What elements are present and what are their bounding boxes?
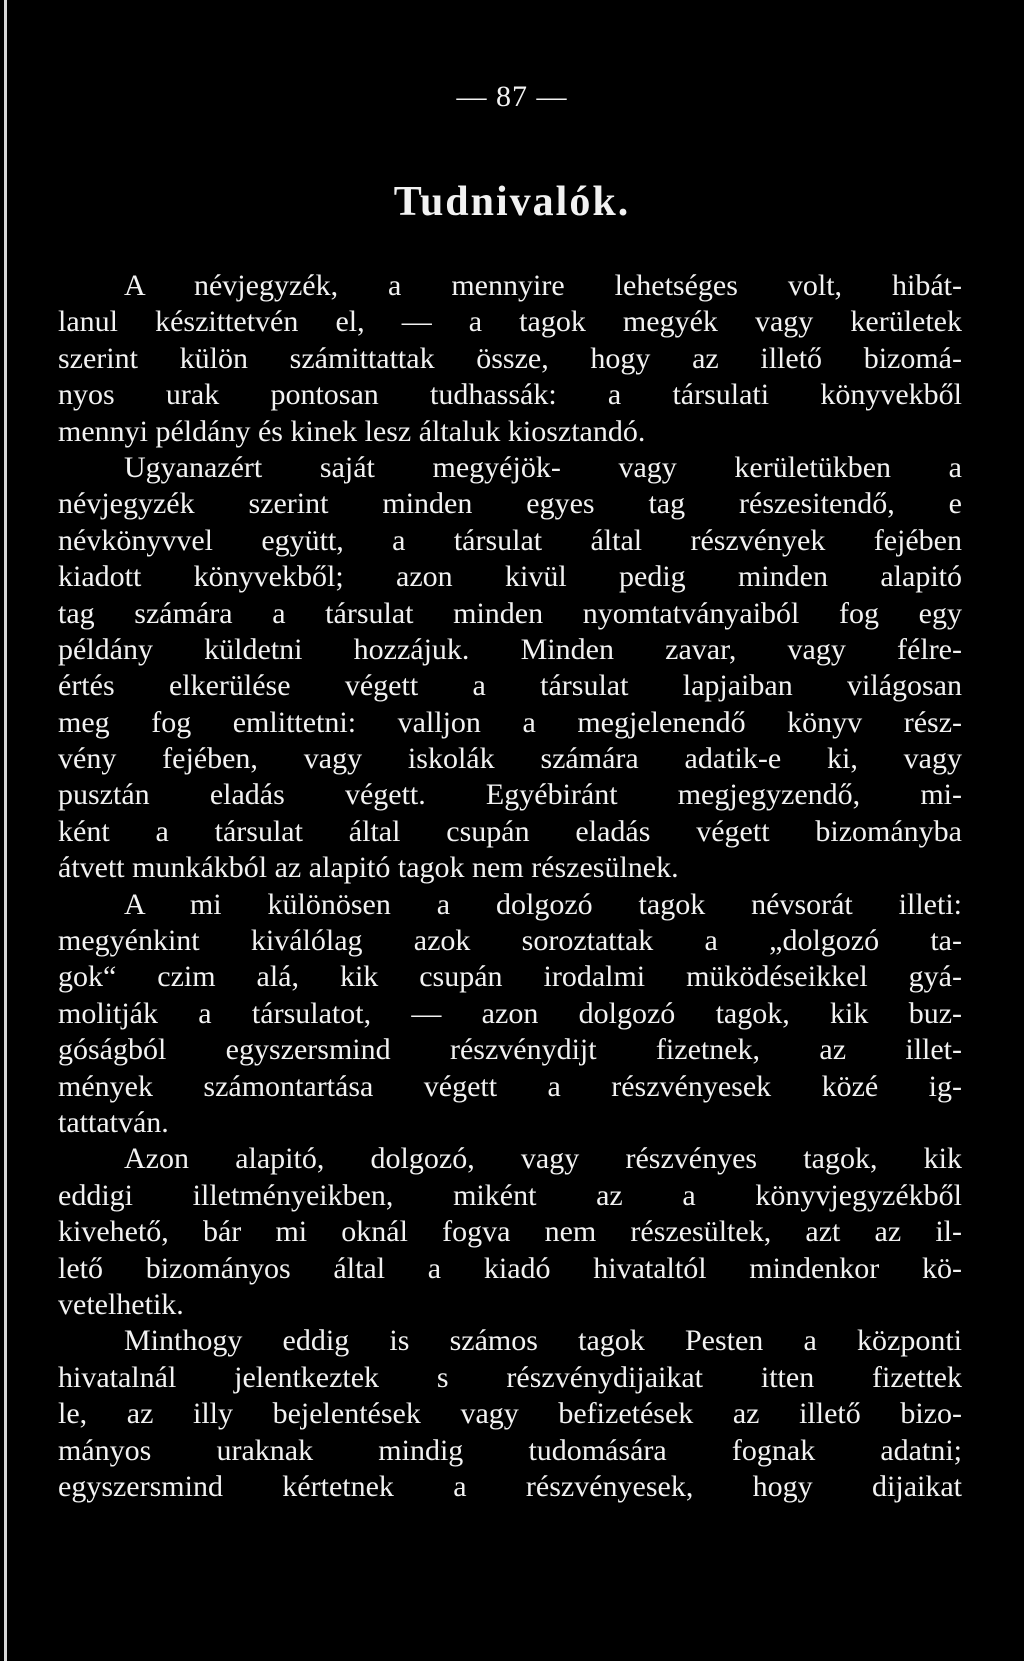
body-text — [58, 268, 962, 1505]
page-number: — 87 — — [456, 80, 568, 113]
text-line: nyos urak pontosan tudhassák: a társulati könyvekből — [58, 378, 962, 412]
text-line: lanul készittetvén el, — a tagok megyék vagy kerületek — [58, 305, 962, 339]
text-line: lető bizományos által a kiadó hivataltól mindenkor kö- — [58, 1251, 962, 1285]
page-title: Tudnivalók. — [393, 179, 631, 225]
text-line: tag számára a társulat minden nyomtatványaiból fog egy — [58, 596, 962, 630]
text-line: gok“ czim alá, kik csupán irodalmi müködéseikkel gyá- — [58, 960, 962, 994]
paragraph-2 — [58, 450, 962, 887]
text-line: szerint külön számittattak össze, hogy az illető bizomá- — [58, 341, 962, 375]
text-line: Azon alapitó, dolgozó, vagy részvényes tagok, kik — [124, 1142, 962, 1176]
text-line: A névjegyzék, a mennyire lehetséges volt, hibát- — [124, 269, 962, 302]
text-line: hivatalnál jelentkeztek s részvénydijaikat itten fizettek — [58, 1360, 962, 1394]
text-line: mennyi példány és kinek lesz általuk kiosztandó. — [58, 414, 646, 448]
text-line: névjegyzék szerint minden egyes tag részesitendő, e — [58, 487, 962, 521]
text-line: eddigi illetményeikben, miként az a könyvjegyzékből — [58, 1178, 962, 1212]
text-line: értés elkerülése végett a társulat lapjaiban világosan — [58, 669, 962, 703]
text-line: mények számontartása végett a részvényesek közé ig- — [58, 1069, 962, 1103]
text-line: pusztán eladás végett. Egyébiránt megjegyzendő, mi- — [58, 778, 962, 812]
text-line: meg fog emlittetni: valljon a megjelenendő könyv rész- — [58, 705, 962, 739]
text-line: tattatván. — [58, 1105, 169, 1139]
text-line: kivehető, bár mi oknál fogva nem részesültek, azt az il- — [58, 1215, 962, 1249]
text-line: Ugyanazért saját megyéjök- vagy kerületükben a — [124, 450, 962, 484]
text-line: molitják a társulatot, — azon dolgozó tagok, kik buz- — [58, 996, 962, 1030]
text-line: névkönyvvel együtt, a társulat által részvények fejében — [58, 523, 962, 557]
text-line: vetelhetik. — [58, 1287, 184, 1321]
text-line: példány küldetni hozzájuk. Minden zavar, vagy félre- — [58, 632, 962, 666]
text-line: A mi különösen a dolgozó tagok névsorát illeti: — [124, 887, 962, 921]
page-edge-line — [4, 0, 7, 1661]
text-line: le, az illy bejelentések vagy befizetések az illető bizo- — [58, 1397, 962, 1431]
text-line: egyszersmind kértetnek a részvényesek, hogy dijaikat — [58, 1469, 962, 1503]
text-line: ként a társulat által csupán eladás végett bizományba — [58, 814, 962, 848]
paragraph-4 — [58, 1141, 962, 1323]
text-line: kiadott könyvekből; azon kivül pedig minden alapitó — [58, 560, 962, 594]
text-line: góságból egyszersmind részvénydijt fizetnek, az illet- — [58, 1033, 962, 1067]
text-line: Minthogy eddig is számos tagok Pesten a központi — [124, 1324, 962, 1358]
text-line: megyénkint kiválólag azok soroztattak a „dolgozó ta- — [58, 924, 962, 958]
text-line: átvett munkákból az alapitó tagok nem részesülnek. — [58, 851, 679, 885]
paragraph-1 — [58, 268, 962, 450]
text-line: vény fejében, vagy iskolák számára adatik-e ki, vagy — [58, 742, 962, 776]
paragraph-5 — [58, 1323, 962, 1505]
paragraph-3 — [58, 887, 962, 1142]
text-line: mányos uraknak mindig tudomására fognak adatni; — [58, 1433, 962, 1467]
